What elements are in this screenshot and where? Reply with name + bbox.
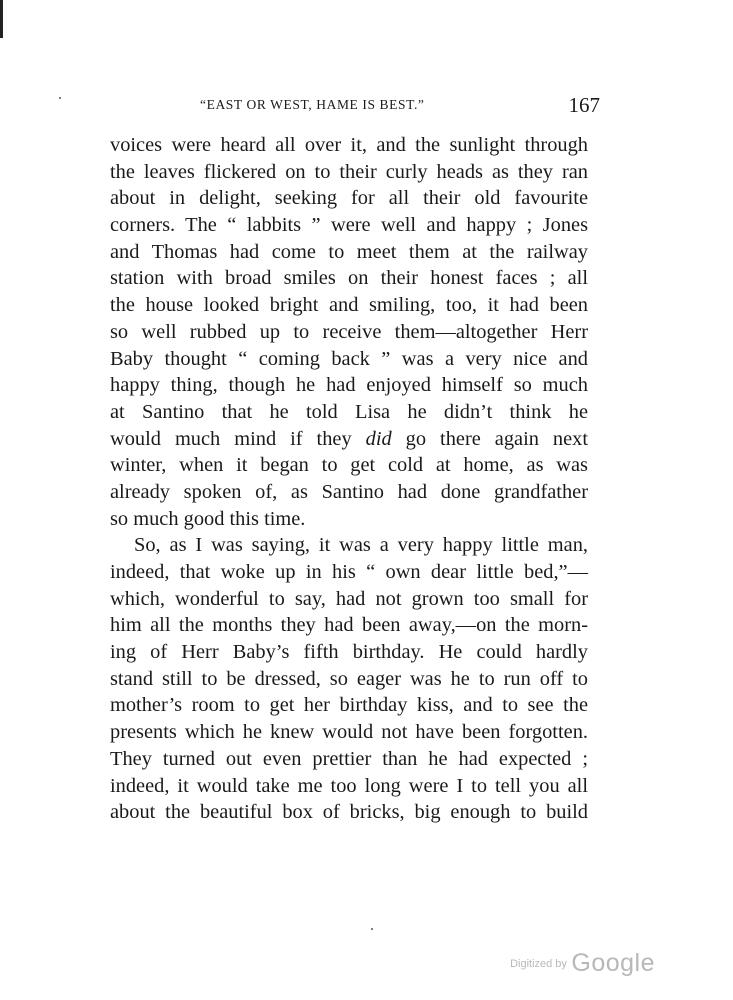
text-line: the house looked bright and smiling, too, it had been: [110, 294, 588, 317]
scan-speck: [59, 97, 61, 99]
text-line: already spoken of, as Santino had done grandfather: [110, 480, 588, 503]
paragraph-1: [110, 132, 588, 532]
text-line: indeed, that woke up in his “ own dear little bed,”—: [110, 561, 588, 583]
text-line: so much good this time.: [110, 507, 306, 530]
text-line: indeed, it would take me too long were I to tell you all: [110, 774, 588, 797]
scan-speck: [371, 928, 373, 930]
google-logo-text: Google: [571, 949, 655, 977]
text-line: They turned out even prettier than he had expected ;: [110, 747, 588, 770]
text-line: So, as I was saying, it was a very happy little man,: [134, 534, 588, 557]
digitized-by-google-watermark: [510, 949, 655, 978]
text-line: which, wonderful to say, had not grown too small for: [110, 587, 588, 610]
text-line: station with broad smiles on their honest faces ; all: [110, 267, 588, 290]
text-line: voices were heard all over it, and the sunlight through: [110, 134, 588, 156]
text-line: and Thomas had come to meet them at the railway: [110, 240, 588, 263]
text-line: mother’s room to get her birthday kiss, and to see the: [110, 694, 588, 717]
body-text: [110, 132, 588, 826]
text-line: him all the months they had been away,—on the morn-: [110, 614, 588, 637]
text-line: corners. The “ labbits ” were well and happy ; Jones: [110, 214, 588, 237]
page-number: 167: [568, 93, 600, 117]
text-line: presents which he knew would not have been forgotten.: [110, 721, 588, 744]
text-line: about the beautiful box of bricks, big enough to build: [110, 801, 588, 824]
watermark-label: Digitized by: [510, 958, 567, 970]
page-edge-mark: [0, 0, 3, 38]
line-text: go there again next: [391, 427, 589, 450]
text-line: about in delight, seeking for all their old favourite: [110, 187, 588, 210]
text-line: winter, when it began to get cold at home, as was: [110, 454, 588, 477]
emphasized-word: did: [365, 427, 392, 450]
line-text: would much mind if they: [110, 427, 366, 450]
text-line-with-emphasis: [110, 426, 588, 453]
text-line: stand still to be dressed, so eager was he to run off to: [110, 667, 588, 690]
running-title: “EAST OR WEST, HAME IS BEST.”: [200, 97, 425, 112]
text-line: so well rubbed up to receive them—altogether Herr: [110, 320, 588, 343]
text-line: ing of Herr Baby’s fifth birthday. He could hardly: [110, 641, 588, 664]
text-line: Baby thought “ coming back ” was a very nice and: [110, 347, 588, 370]
text-line: happy thing, though he had enjoyed himself so much: [110, 374, 588, 397]
text-line: the leaves flickered on to their curly heads as they ran: [110, 160, 588, 183]
text-line: at Santino that he told Lisa he didn’t think he: [110, 400, 588, 423]
running-head: [110, 93, 600, 119]
paragraph-2: [110, 532, 588, 826]
